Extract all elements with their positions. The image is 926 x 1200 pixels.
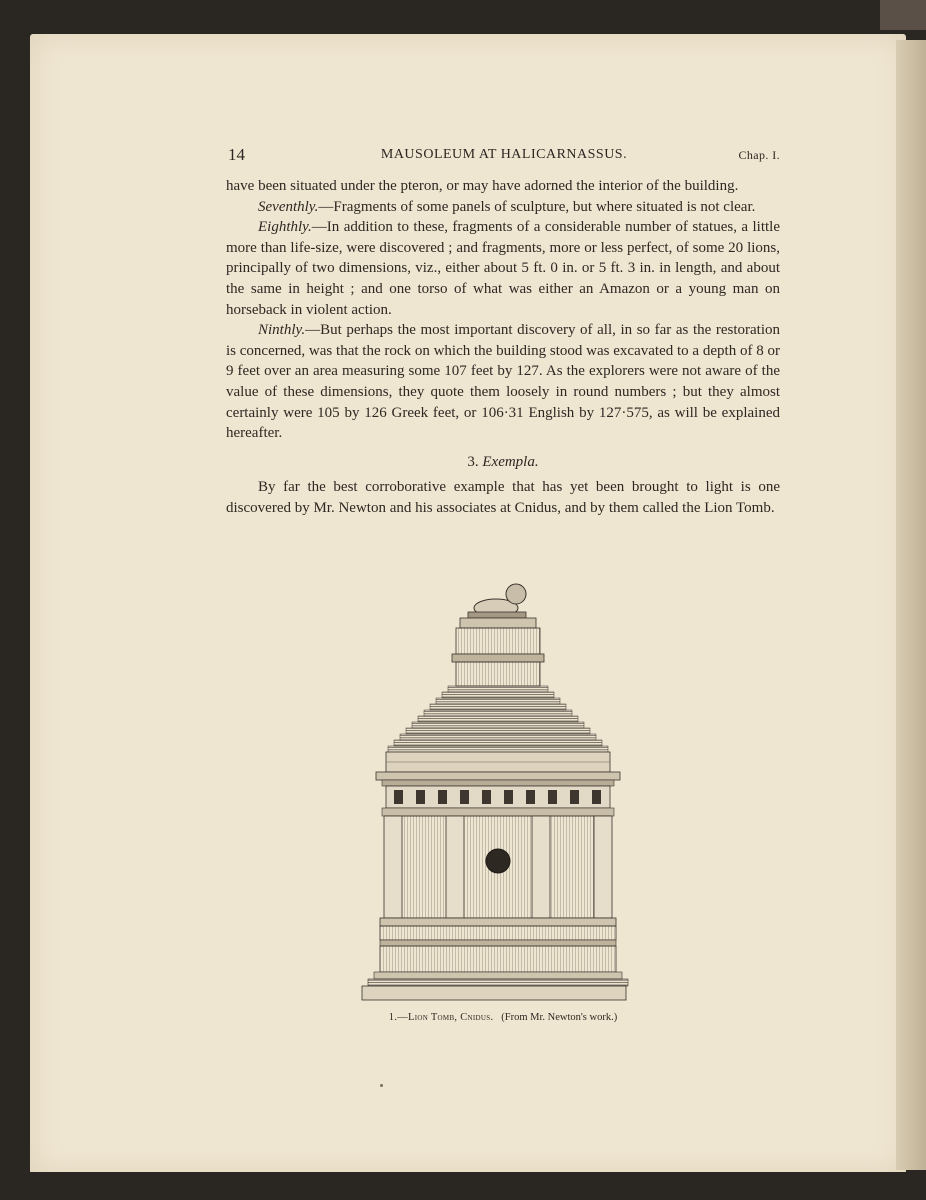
figure-caption bbox=[226, 1012, 780, 1023]
chapter-label: Chap. I. bbox=[738, 148, 780, 162]
paragraph-seventhly: Seventhly.—Fragments of some panels of sculpture, but where situated is not clear. bbox=[258, 198, 756, 215]
paragraph-lead: Seventhly. bbox=[258, 198, 319, 215]
page-edge bbox=[896, 40, 926, 1170]
paragraph-lead: Eighthly. bbox=[258, 219, 312, 236]
caption-source: (From Mr. Newton's work.) bbox=[501, 1012, 618, 1023]
paragraph-eighthly: Eighthly.—In addition to these, fragments of a considerable number of statues, a little more than life-size, were discovered ; and fragments, more or less perfect, of some 20 lions, principally of two dimensions, viz., either about 5 ft. 0 in. or 5 ft. 3 in. in length, and about the same in height ; and one torso of what was either an Amazon or a young man on horseback in violent action. bbox=[226, 219, 780, 318]
paragraph-lead: Ninthly. bbox=[258, 322, 306, 339]
section-heading: 3. Exempla. bbox=[467, 453, 539, 470]
body-text bbox=[226, 176, 780, 519]
lion-tomb-engraving bbox=[356, 576, 632, 1004]
running-header bbox=[228, 145, 780, 169]
paragraph-continuation: have been situated under the pteron, or may have adorned the interior of the building. bbox=[226, 178, 739, 194]
paragraph-exempla: By far the best corroborative example that has yet been brought to light is one discovered by Mr. Newton and his associates at Cnidus, and by them called the Lion Tomb. bbox=[226, 479, 780, 516]
running-title: MAUSOLEUM AT HALICARNASSUS. bbox=[380, 147, 628, 162]
paragraph-ninthly: Ninthly.—But perhaps the most important discovery of all, in so far as the restoration is concerned, was that the rock on which the building stood was excavated to a depth of 8 or 9 feet over an area measuring some 107 feet by 127. As the explorers were not aware of the value of these dimensions, they quote them loosely in round numbers ; but they almost certainly were 105 by 126 Greek feet, or 106·31 English by 127·575, as will be explained hereafter. bbox=[226, 322, 780, 442]
binding-shadow bbox=[0, 1172, 926, 1200]
page-number: 14 bbox=[228, 145, 245, 164]
binding-corner bbox=[880, 0, 926, 30]
stepped-pyramid bbox=[388, 686, 608, 752]
paper-speck bbox=[380, 1084, 383, 1087]
caption-label: 1.—Lion Tomb, Cnidus. bbox=[388, 1012, 494, 1023]
lion-sculpture bbox=[468, 584, 526, 618]
